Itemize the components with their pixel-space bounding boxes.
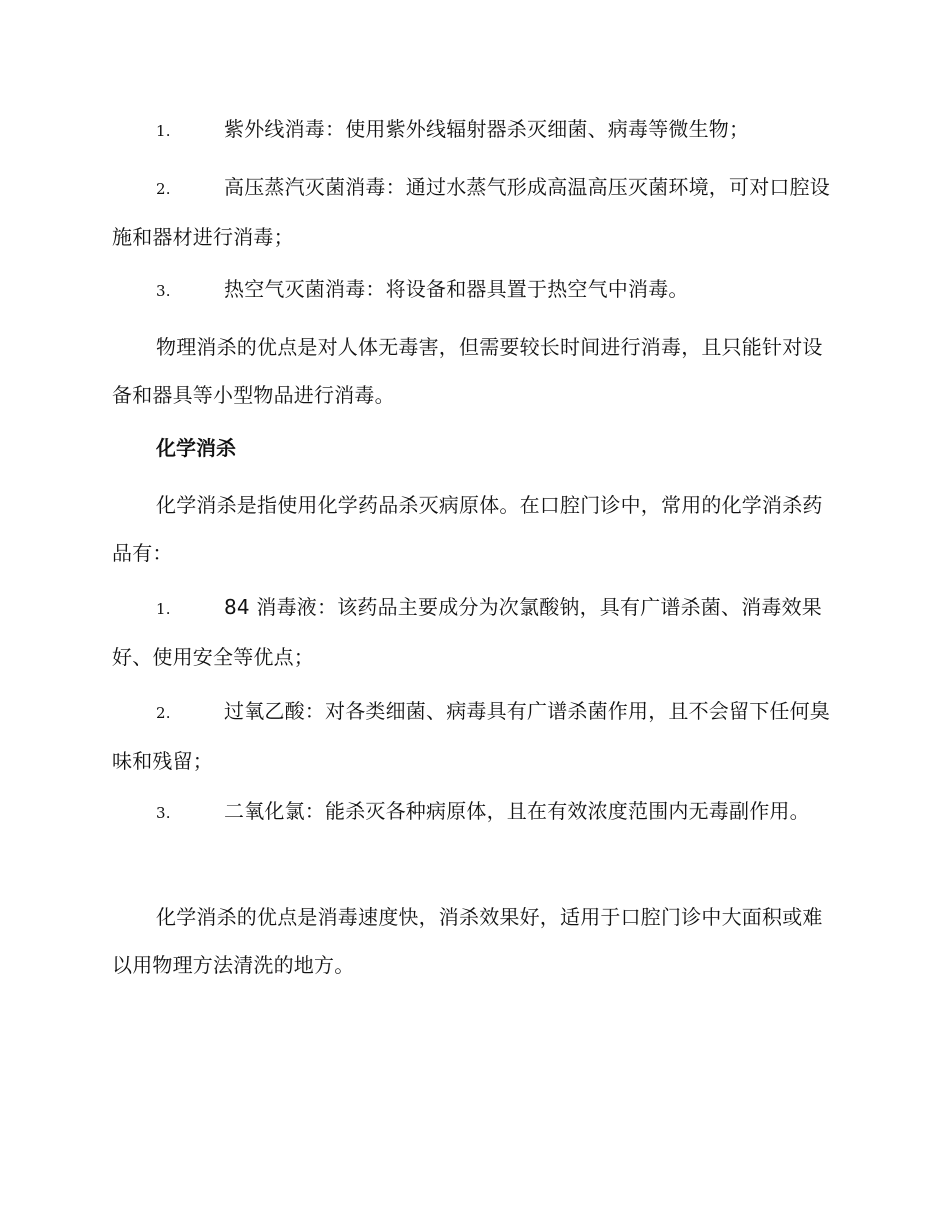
physical-list-item-2 (112, 163, 834, 261)
list-text: 热空气灭菌消毒：将设备和器具置于热空气中消毒。 (224, 277, 689, 301)
list-number: 2. (156, 704, 171, 722)
list-text: 高压蒸汽灭菌消毒：通过水蒸气形成高温高压灭菌环境，可对口腔设施和器材进行消毒； (112, 175, 830, 249)
list-number: 3. (156, 804, 171, 822)
list-text: 84 消毒液：该药品主要成分为次氯酸钠，具有广谱杀菌、消毒效果好、使用安全等优点； (112, 595, 823, 669)
list-number: 1. (156, 600, 171, 618)
chemical-intro-paragraph: 化学消杀是指使用化学药品杀灭病原体。在口腔门诊中，常用的化学消杀药品有： (112, 493, 823, 565)
list-number: 1. (156, 122, 171, 140)
list-text: 紫外线消毒：使用紫外线辐射器杀灭细菌、病毒等微生物； (224, 117, 750, 141)
list-text: 过氧乙酸：对各类细菌、病毒具有广谱杀菌作用，且不会留下任何臭味和残留； (112, 699, 830, 773)
chemical-list-item-2 (112, 687, 834, 785)
chemical-list-item-1 (112, 583, 834, 681)
chemical-summary-paragraph: 化学消杀的优点是消毒速度快，消杀效果好，适用于口腔门诊中大面积或难以用物理方法清洗的地方。 (112, 905, 823, 977)
physical-list-item-3 (112, 265, 834, 315)
list-text: 二氧化氯：能杀灭各种病原体，且在有效浓度范围内无毒副作用。 (224, 799, 810, 823)
physical-list-item-1 (112, 105, 834, 155)
section-heading-chemical: 化学消杀 (156, 436, 236, 460)
chemical-list-item-3 (112, 787, 834, 837)
physical-summary-paragraph: 物理消杀的优点是对人体无毒害，但需要较长时间进行消毒，且只能针对设备和器具等小型物品进行消毒。 (112, 335, 823, 407)
list-number: 2. (156, 180, 171, 198)
list-number: 3. (156, 282, 171, 300)
